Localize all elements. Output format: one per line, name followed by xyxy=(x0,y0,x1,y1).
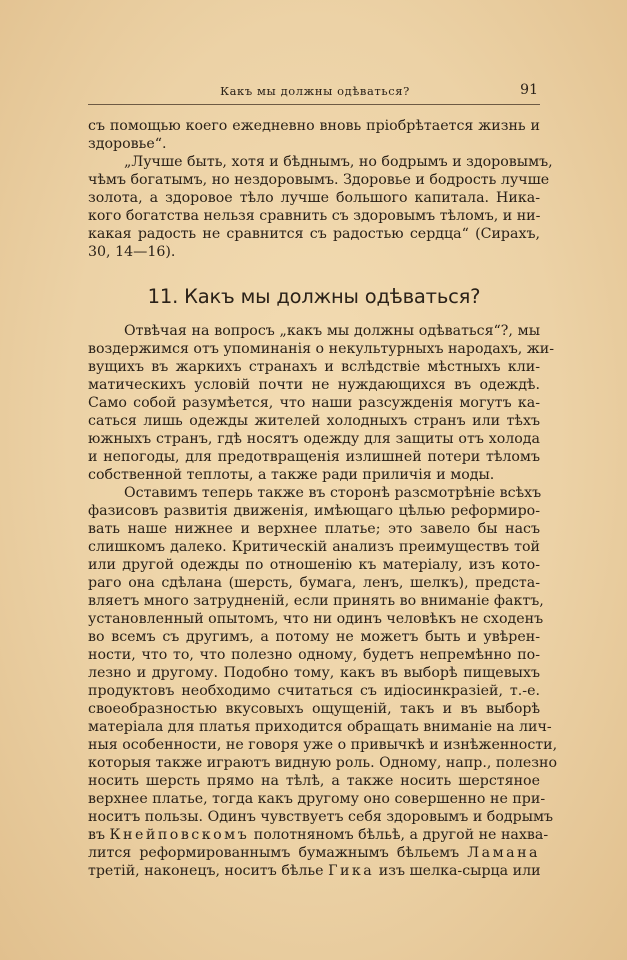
text-line: носитъ пользы. Одинъ чувствуетъ себя здоровымъ и бодрымъ xyxy=(88,809,554,825)
text-line: съ помощью коего ежедневно вновь пріобрѣтается жизнь и xyxy=(88,118,540,134)
text-line: здоровье“. xyxy=(88,136,167,152)
text-line: ныя особенности, не говоря уже о привычкѣ и изнѣженности, xyxy=(88,737,558,753)
spaced-name-gika: Гика xyxy=(328,863,375,879)
text-fragment: полотняномъ бѣльѣ, а другой не нахва- xyxy=(249,827,549,843)
running-head xyxy=(88,82,542,102)
spaced-name-lahmann: Ламана xyxy=(467,845,540,861)
text-line: южныхъ странъ, гдѣ носятъ одежду для защиты отъ холода xyxy=(88,431,540,447)
text-line: кого богатства нельзя сравнить съ здоровымъ тѣломъ, и ни- xyxy=(88,208,541,224)
text-line: матеріала для платья приходится обращать вниманіе на лич- xyxy=(88,719,552,735)
text-line: установленный опытомъ, что ни одинъ человѣкъ не сходенъ xyxy=(88,611,544,627)
text-line: матическихъ условій почти не нуждающихся въ одеждѣ. xyxy=(88,377,540,393)
text-line: слишкомъ далеко. Критическій анализъ преимуществъ той xyxy=(88,539,540,555)
text-line: которыя также играютъ видную роль. Одному, напр., полезно xyxy=(88,755,558,771)
spaced-name-kneipp: Кнейповскомъ xyxy=(109,827,250,843)
text-line xyxy=(88,862,540,880)
text-fragment: въ xyxy=(88,827,110,843)
text-line: какая радость не сравнится съ радостью сердца“ (Сирахъ, xyxy=(88,226,540,242)
text-line: вущихъ въ жаркихъ странахъ и вслѣдствіе мѣстныхъ кли- xyxy=(88,359,540,375)
running-title: Какъ мы должны одѣваться? xyxy=(220,84,410,98)
text-line: 30, 14—16). xyxy=(88,244,176,260)
text-fragment: третій, наконецъ, носитъ бѣлье xyxy=(88,863,329,879)
text-line: вляетъ много затрудненій, если принять во вниманіе фактъ, xyxy=(88,593,544,609)
text-line: фазисовъ развитія движенія, имѣющаго цѣлью реформиро- xyxy=(88,503,540,519)
text-line: воздержимся отъ упоминанія о некультурныхъ народахъ, жи- xyxy=(88,341,555,357)
text-line: Само собой разумѣется, что наши разсужденія могутъ ка- xyxy=(88,395,540,411)
text-line xyxy=(88,844,540,862)
text-line: раго она сдѣлана (шерсть, бумага, ленъ, шелкъ), предста- xyxy=(88,575,540,591)
text-line: во всемъ съ другимъ, а потому не можетъ быть и увѣрен- xyxy=(88,629,540,645)
text-line xyxy=(88,826,549,844)
text-line: золота, а здоровое тѣло лучше большого капитала. Ника- xyxy=(88,190,540,206)
text-line: чѣмъ богатымъ, но нездоровымъ. Здоровье и бодрость лучше xyxy=(88,172,550,188)
text-line: лезно и другому. Подобно тому, какъ въ выборѣ пищевыхъ xyxy=(88,665,540,681)
text-fragment: лится реформированнымъ бумажнымъ бѣльемъ xyxy=(88,845,468,861)
text-line: Оставимъ теперь также въ сторонѣ разсмотрѣніе всѣхъ xyxy=(124,485,542,501)
text-line: или другой одежды по отношенію къ матеріалу, изъ кото- xyxy=(88,557,540,573)
section-title: 11. Какъ мы должны одѣваться? xyxy=(147,285,481,308)
header-rule xyxy=(88,104,540,105)
text-line: своеобразностью вкусовыхъ ощущеній, такъ и въ выборѣ xyxy=(88,701,540,717)
text-line: „Лучше быть, хотя и бѣднымъ, но бодрымъ и здоровымъ, xyxy=(124,154,553,170)
text-line: продуктовъ необходимо считаться съ идіосинкразіей, т.-е. xyxy=(88,683,540,699)
text-line: носить шерсть прямо на тѣлѣ, а также носить шерстяное xyxy=(88,773,540,789)
text-line: вать наше нижнее и верхнее платье; это завело бы насъ xyxy=(88,521,540,537)
text-line: ности, что то, что полезно одному, будетъ непремѣнно по- xyxy=(88,647,540,663)
text-line: саться лишь одежды жителей холодныхъ странъ или тѣхъ xyxy=(88,413,540,429)
text-line: собственной теплоты, а также ради приличія и моды. xyxy=(88,467,495,483)
text-fragment: изъ шелка-сырца или xyxy=(374,863,541,879)
text-line: и непогоды, для предотвращенія излишней потери тѣломъ xyxy=(88,449,540,465)
text-line: Отвѣчая на вопросъ „какъ мы должны одѣваться“?, мы xyxy=(124,323,540,339)
text-line: верхнее платье, тогда какъ другому оно совершенно не при- xyxy=(88,791,546,807)
page-number: 91 xyxy=(520,82,538,98)
